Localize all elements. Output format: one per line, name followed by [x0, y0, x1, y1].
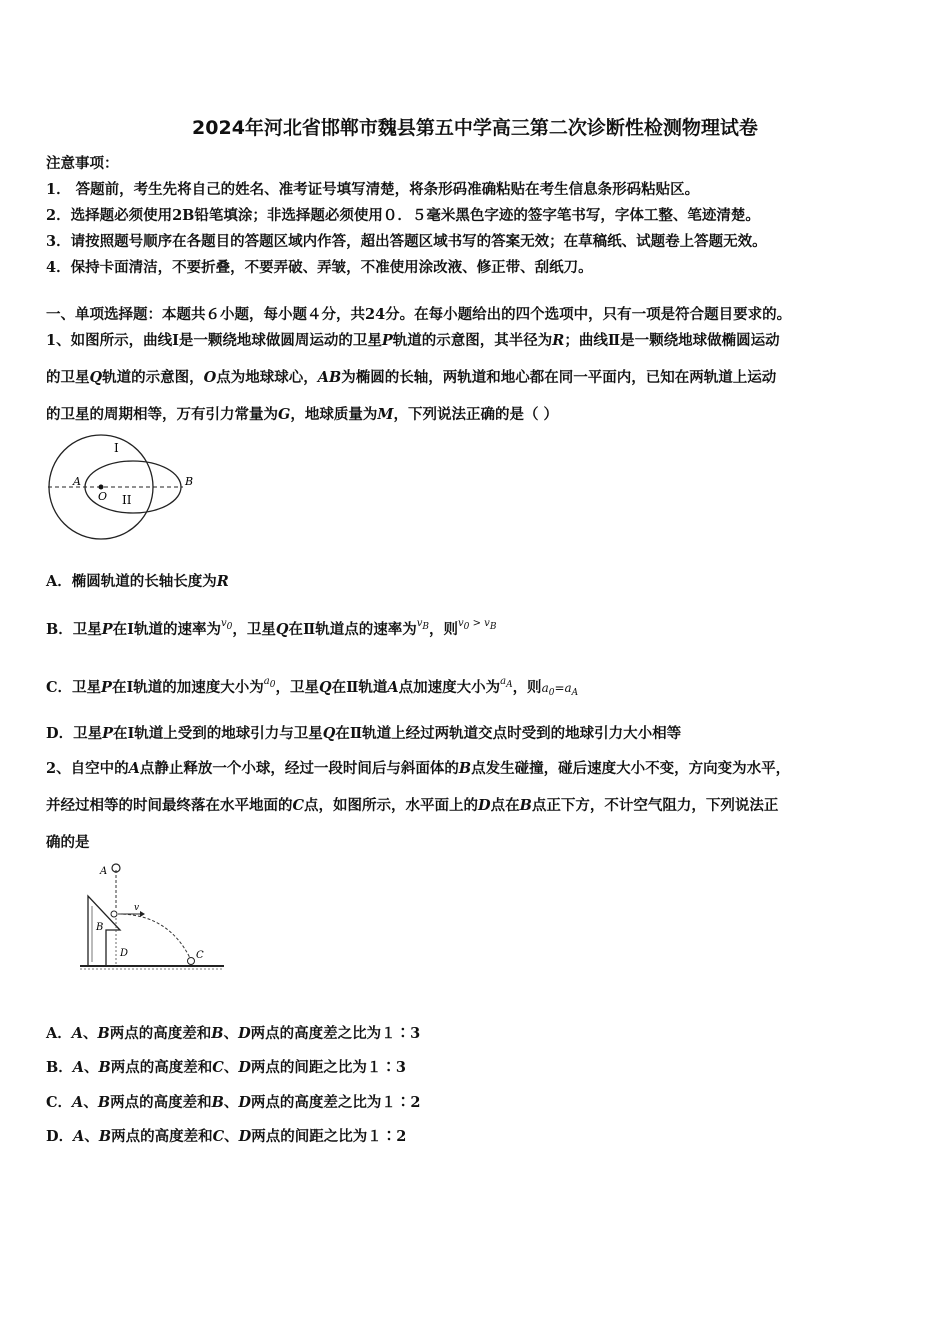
point-label-B: B: [185, 475, 194, 488]
q1-stem-line: 的卫星Q轨道的示意图，O点为地球球心，AB为椭圆的长轴，两轨道和地心都在同一平面内，已知在两轨道上运动: [46, 369, 777, 386]
q1-orbit-figure: [46, 432, 206, 544]
q1-option-d[interactable]: D．卫星P在Ⅰ轨道上受到的地球引力与卫星Q在Ⅱ轨道上经过两轨道交点时受到的地球引力大小相等: [46, 725, 682, 742]
point-label-O: O: [98, 490, 108, 503]
incline-block: [88, 896, 120, 966]
point-label-B: B: [96, 922, 104, 933]
ball-at-b: [111, 911, 117, 917]
velocity-arrowhead: [140, 911, 145, 917]
velocity-label: v: [134, 903, 140, 913]
trajectory-curve: [118, 914, 190, 958]
notice-item: 4．保持卡面清洁，不要折叠，不要弄破、弄皱，不准使用涂改液、修正带、刮纸刀。: [46, 259, 593, 276]
q2-option-c[interactable]: C．A、B两点的高度差和B、D两点的高度差之比为１∶2: [46, 1094, 421, 1111]
q2-option-d[interactable]: D．A、B两点的高度差和C、D两点的间距之比为１∶2: [46, 1128, 407, 1145]
point-label-A: A: [100, 866, 108, 877]
q1-option-a[interactable]: A．椭圆轨道的长轴长度为R: [46, 573, 229, 590]
notice-item: 2．选择题必须使用2B铅笔填涂；非选择题必须使用０．５毫米黑色字迹的签字笔书写，字体工整、笔迹清楚。: [46, 207, 760, 224]
q1-stem-line: 的卫星的周期相等，万有引力常量为G，地球质量为M，下列说法正确的是（ ）: [46, 406, 559, 423]
earth-center-dot: [99, 485, 104, 490]
q1-option-c[interactable]: C．卫星P在Ⅰ轨道的加速度大小为$^{a0}$，卫星Q在Ⅱ轨道A点加速度大小为$^{aA}$，则$a_0=a_A$: [46, 676, 579, 698]
q2-stem-line: 2、自空中的A点静止释放一个小球，经过一段时间后与斜面体的B点发生碰撞，碰后速度大小不变，方向变为水平，: [46, 760, 791, 777]
q2-incline-figure: [78, 858, 228, 978]
q2-stem-line: 并经过相等的时间最终落在水平地面的C点，如图所示，水平面上的D点在B点正下方，不计空气阻力，下列说法正: [46, 797, 779, 814]
section-heading: 一、单项选择题：本题共６小题，每小题４分，共24分。在每小题给出的四个选项中，只有一项是符合题目要求的。: [46, 306, 792, 323]
notice-heading: 注意事项：: [46, 155, 119, 172]
q2-option-a[interactable]: A．A、B两点的高度差和B、D两点的高度差之比为１∶3: [46, 1025, 421, 1042]
orbit-label-I: I: [114, 441, 119, 455]
page-title: 2024年河北省邯郸市魏县第五中学高三第二次诊断性检测物理试卷: [192, 117, 758, 139]
point-label-D: D: [120, 948, 129, 959]
q1-option-b[interactable]: B．卫星P在Ⅰ轨道的速率为$^{v0}$，卫星Q在Ⅱ轨道点的速率为$^{vB}$，则$^{v0 > vB}$: [46, 618, 497, 638]
orbit-label-II: II: [122, 493, 132, 507]
point-label-A: A: [73, 475, 81, 488]
notice-item: 3．请按照题号顺序在各题目的答题区域内作答，超出答题区域书写的答案无效；在草稿纸、试题卷上答题无效。: [46, 233, 767, 250]
notice-item: 1． 答题前，考生先将自己的姓名、准考证号填写清楚，将条形码准确粘贴在考生信息条形码粘贴区。: [46, 181, 700, 198]
q1-stem-line: 1、如图所示，曲线Ⅰ是一颗绕地球做圆周运动的卫星P轨道的示意图，其半径为R；曲线Ⅱ是一颗绕地球做椭圆运动: [46, 332, 780, 349]
q2-option-b[interactable]: B．A、B两点的高度差和C、D两点的间距之比为１∶3: [46, 1059, 407, 1076]
ball-at-c: [188, 958, 195, 965]
point-label-C: C: [196, 950, 204, 961]
q2-stem-line: 确的是: [46, 834, 90, 851]
